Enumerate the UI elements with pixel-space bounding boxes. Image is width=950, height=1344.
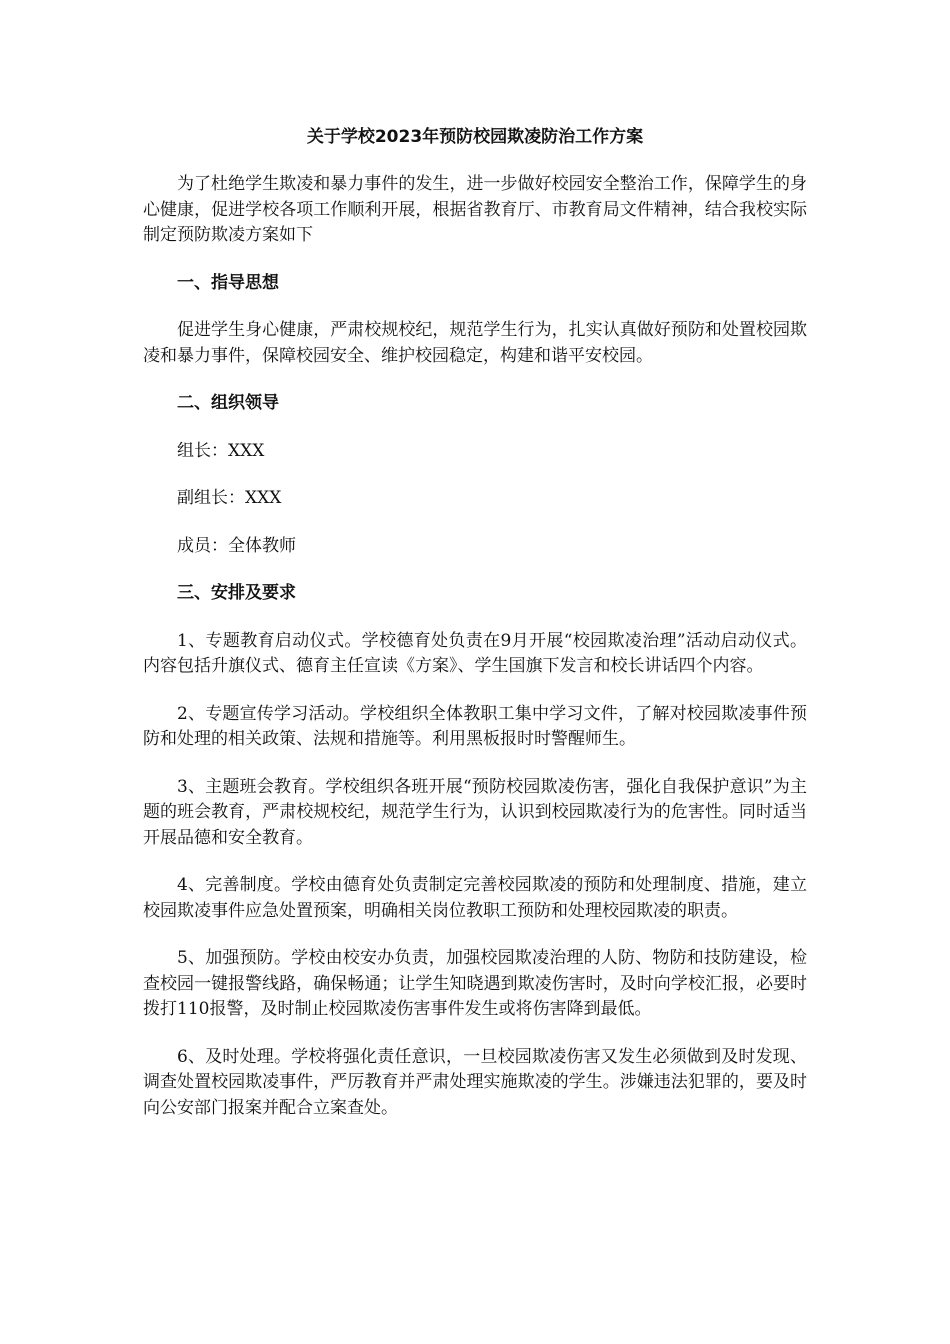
document-body bbox=[143, 172, 807, 1143]
document-title: 关于学校2023年预防校园欺凌防治工作方案 bbox=[306, 127, 644, 147]
intro-paragraph: 为了杜绝学生欺凌和暴力事件的发生，进一步做好校园安全整治工作，保障学生的身心健康，促进学校各项工作顺利开展，根据省教育厅、市教育局文件精神，结合我校实际制定预防欺凌方案如下 bbox=[143, 174, 807, 245]
arrangement-item-2: 2、专题宣传学习活动。学校组织全体教职工集中学习文件，了解对校园欺凌事件预防和处理的相关政策、法规和措施等。利用黑板报时时警醒师生。 bbox=[143, 703, 807, 749]
arrangement-item-5: 5、加强预防。学校由校安办负责，加强校园欺凌治理的人防、物防和技防建设，检查校园一键报警线路，确保畅通；让学生知晓遇到欺凌伤害时，及时向学校汇报，必要时拨打110报警，及时制止校园欺凌伤害事件发生或将伤害降到最低。 bbox=[143, 948, 807, 1019]
members-line: 成员：全体教师 bbox=[177, 535, 296, 556]
guiding-ideology-paragraph: 促进学生身心健康，严肃校规校纪，规范学生行为，扎实认真做好预防和处置校园欺凌和暴力事件，保障校园安全、维护校园稳定，构建和谐平安校园。 bbox=[143, 320, 807, 366]
arrangement-item-4: 4、完善制度。学校由德育处负责制定完善校园欺凌的预防和处理制度、措施，建立校园欺凌事件应急处置预案，明确相关岗位教职工预防和处理校园欺凌的职责。 bbox=[143, 875, 807, 921]
arrangement-item-1: 1、专题教育启动仪式。学校德育处负责在9月开展“校园欺凌治理”活动启动仪式。内容包括升旗仪式、德育主任宣读《方案》、学生国旗下发言和校长讲话四个内容。 bbox=[143, 630, 807, 676]
arrangement-item-6: 6、及时处理。学校将强化责任意识，一旦校园欺凌伤害又发生必须做到及时发现、调查处置校园欺凌事件，严厉教育并严肃处理实施欺凌的学生。涉嫌违法犯罪的，要及时向公安部门报案并配合立案查处。 bbox=[143, 1046, 807, 1118]
section-heading-arrangements: 三、安排及要求 bbox=[177, 583, 296, 603]
arrangement-item-3: 3、主题班会教育。学校组织各班开展“预防校园欺凌伤害，强化自我保护意识”为主题的班会教育，严肃校规校纪，规范学生行为，认识到校园欺凌行为的危害性。同时适当开展品德和安全教育。 bbox=[143, 776, 807, 848]
group-leader-line: 组长：XXX bbox=[177, 440, 265, 461]
deputy-leader-line: 副组长：XXX bbox=[177, 488, 282, 508]
section-heading-guiding-ideology: 一、指导思想 bbox=[177, 272, 279, 293]
section-heading-organization: 二、组织领导 bbox=[177, 393, 279, 413]
